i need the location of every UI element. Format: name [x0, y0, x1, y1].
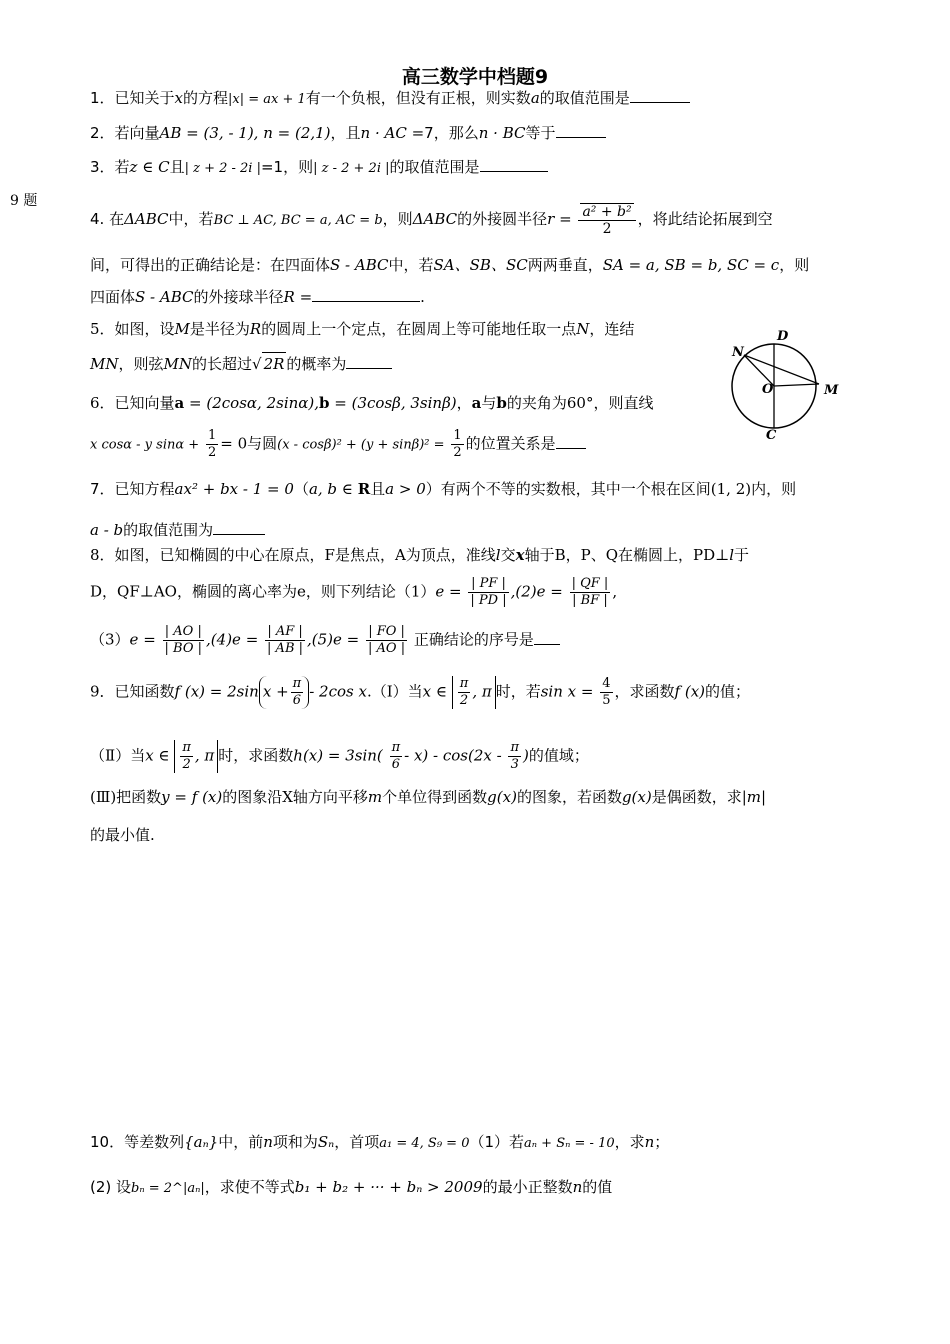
- question-1: 1．已知关于x的方程|x| = ax + 1有一个负根，但没有正根，则实数a的取值范围是: [90, 87, 690, 111]
- answer-blank-5: [346, 354, 392, 369]
- question-7-line-1: 7．已知方程ax² + bx - 1 = 0（a, b ∈ R且a > 0）有两个不等的实数根，其中一个根在区间(1, 2)内，则: [90, 480, 797, 498]
- question-8-line-3: （3）e = $\frac{| AO |}{| BO |}$ ,(4)e = $\frac{| AF |}{| AB |}$ ,(5)e = $\frac{| FO |}{| AO |}$ 正确结论的序号是: [90, 624, 560, 657]
- answer-blank-6: [556, 434, 586, 449]
- question-8-line-2: D，QF⊥AO，椭圆的离心率为e，则下列结论（1）e = $\frac{| PF |}{| PD |}$ ,(2)e = $\frac{| QF |}{| BF |}$ ,: [90, 576, 618, 608]
- question-9-line-2: （Ⅱ）当x ∈ $\frac{\pi}{2}$ , π 时，求函数h(x) = 3sin( $\frac{\pi}{6}$ - x) - cos(2x - $\frac{\pi}{3}$ )的值域；: [90, 740, 589, 772]
- label-N: N: [732, 345, 744, 360]
- answer-blank-7: [213, 520, 265, 535]
- question-5-line-2: MN，则弦MN的长超过√ 2R 的概率为: [90, 352, 392, 375]
- page-title: 高三数学中档题9: [401, 66, 549, 88]
- answer-blank-3: [480, 157, 548, 172]
- answer-blank-1: [630, 88, 690, 103]
- side-label: 9 题: [10, 193, 38, 209]
- question-6-line-2: x cosα - y sinα + $\frac{1}{2}$ = 0与圆(x - cosβ)² + (y + sinβ)² = $\frac{1}{2}$ 的位置关系是: [90, 428, 586, 461]
- question-10-line-2: (2) 设bₙ = 2^|aₙ|，求使不等式b₁ + b₂ + ··· + bₙ > 2009的最小正整数n的值: [90, 1178, 613, 1196]
- question-2: 2．若向量AB = (3, - 1), n = (2,1)，且n · AC =7，那么n · BC等于: [90, 122, 606, 144]
- circumradius-fraction: $\frac{\text{a² + b²}}{2}$: [578, 203, 635, 237]
- question-9-line-3: (Ⅲ)把函数y = f (x)的图象沿X轴方向平移m个单位得到函数g(x)的图象，若函数g(x)是偶函数，求|m|: [90, 788, 767, 806]
- label-D: D: [777, 329, 789, 344]
- circle-figure: [728, 322, 848, 442]
- label-M: M: [824, 383, 839, 398]
- answer-blank-8: [534, 630, 560, 645]
- question-9-line-4: 的最小值.: [90, 826, 155, 844]
- question-3: 3．若z ∈ C且| z + 2 - 2i |=1，则| z - 2 + 2i |的取值范围是: [90, 156, 548, 180]
- answer-blank-2: [556, 123, 606, 138]
- question-10-line-1: 10．等差数列{aₙ}中，前n项和为Sₙ，首项a₁ = 4, S₉ = 0（1）若aₙ + Sₙ = - 10，求n；: [90, 1133, 670, 1151]
- answer-blank-4: [312, 287, 420, 302]
- label-C: C: [766, 428, 777, 442]
- question-8-line-1: 8．如图，已知椭圆的中心在原点，F是焦点，A为顶点，准线l交x轴于B，P、Q在椭圆上，PD⊥l于: [90, 546, 750, 564]
- question-4-line-3: 四面体S - ABC的外接球半径R = .: [90, 288, 425, 306]
- question-7-line-2: a - b的取值范围为: [90, 519, 265, 541]
- question-6-line-1: 6．已知向量a = (2cosα, 2sinα),b = (3cosβ, 3sinβ)，a与b的夹角为60°，则直线: [90, 394, 654, 412]
- question-9-line-1: 9．已知函数f (x) = 2sin x + $\frac{\pi}{6}$ - 2cos x.（Ⅰ）当x ∈ $\frac{\pi}{2}$ , π 时，若sin x = $\frac{4}{5}$ ，求函数f (x)的值；: [90, 676, 751, 708]
- question-5-line-1: 5．如图，设M是半径为R的圆周上一个定点，在圆周上等可能地任取一点N，连结: [90, 320, 635, 338]
- label-O: O: [762, 382, 774, 397]
- question-4-line-1: 4. 在ΔABC中，若BC ⊥ AC, BC = a, AC = b，则ΔABC的外接圆半径r = $\frac{\text{a² + b²}}{2}$ ，将此结论拓展到空: [90, 204, 773, 237]
- question-4-line-2: 间，可得出的正确结论是：在四面体S - ABC中，若SA、SB、SC两两垂直，SA = a, SB = b, SC = c，则: [90, 256, 810, 274]
